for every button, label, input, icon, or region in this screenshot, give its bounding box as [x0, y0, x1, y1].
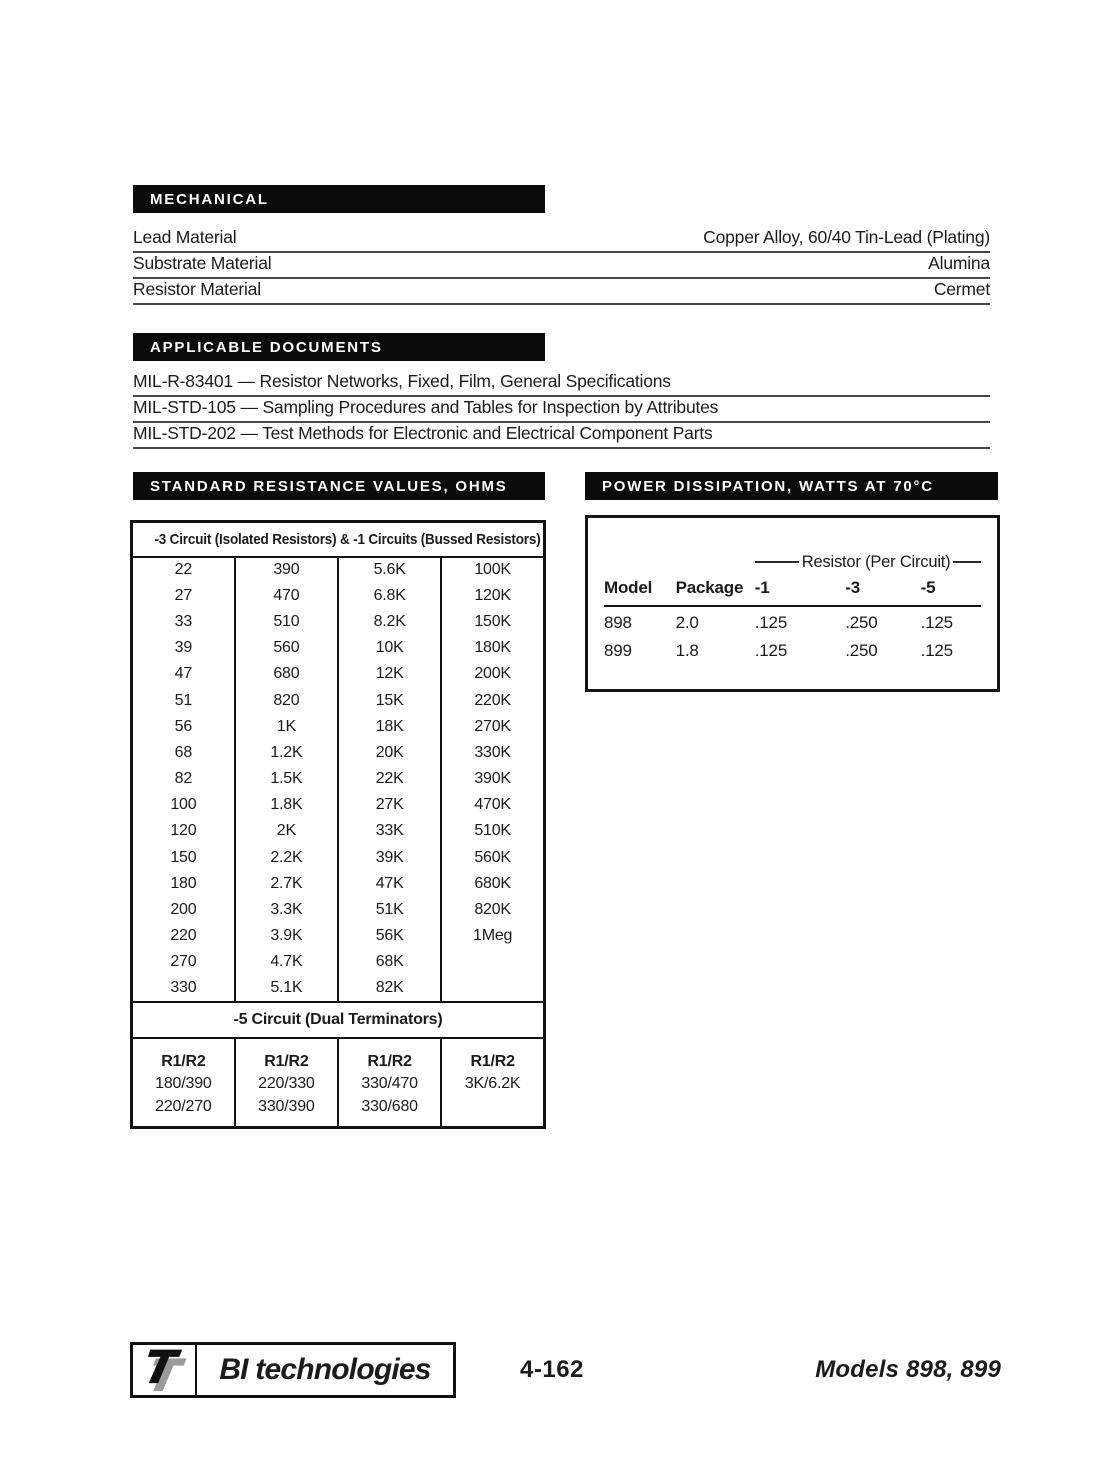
power-dissipation-table [604, 550, 981, 663]
resistance-cell: 27 [132, 583, 235, 609]
table-row [132, 1071, 545, 1098]
resistance-cell: 10K [338, 635, 441, 661]
table-row [132, 976, 545, 1002]
resistance-values-table [130, 520, 546, 1129]
standard-resistance-header-bar [133, 472, 545, 500]
spec-row [133, 253, 990, 279]
spec-label: Lead Material [133, 227, 237, 247]
r1r2-cell: 330/680 [338, 1098, 441, 1128]
group2-header-row [132, 1002, 545, 1038]
resistance-cell: 390 [235, 557, 338, 583]
table-row [132, 871, 545, 897]
document-item-text: MIL-STD-202 — Test Methods for Electronic and Electrical Component Parts [133, 423, 713, 443]
resistance-cell: 1.2K [235, 740, 338, 766]
resistance-cell: 1.5K [235, 766, 338, 792]
dash-line [953, 561, 981, 563]
resistance-cell: 330K [474, 743, 511, 761]
table-row [132, 609, 545, 635]
span-header-row [604, 550, 981, 574]
resistance-cell: 5.1K [235, 976, 338, 1002]
resistance-cell [441, 949, 544, 975]
resistance-cell: 220K [474, 691, 511, 709]
models-label: Models 898, 899 [815, 1356, 1001, 1383]
resistance-cell: 100 [132, 792, 235, 818]
table-row [604, 635, 981, 663]
table-row [132, 766, 545, 792]
r1r2-header-row [132, 1038, 545, 1071]
resistance-cell: 2.7K [235, 871, 338, 897]
resistance-cell: 82K [338, 976, 441, 1002]
r1r2-rows [132, 1071, 545, 1128]
column-header: Model [604, 574, 676, 606]
applicable-documents-section [133, 333, 990, 449]
resistance-cell: 390K [474, 770, 511, 788]
resistance-cell: 33 [132, 609, 235, 635]
dash-line [755, 561, 799, 563]
resistance-cell: 12K [338, 661, 441, 687]
power-cell: 2.0 [675, 613, 699, 632]
resistance-cell: 100K [474, 561, 511, 579]
power-cell: .125 [920, 641, 953, 660]
power-cell: 1.8 [675, 641, 699, 660]
brand-name: BI technologies [219, 1353, 431, 1386]
resistance-cell: 4.7K [235, 949, 338, 975]
resistance-cell: 56 [132, 714, 235, 740]
mechanical-section [133, 185, 990, 305]
resistance-main-rows [132, 557, 545, 1002]
table-row [132, 635, 545, 661]
resistance-cell: 51 [132, 687, 235, 713]
resistance-cell: 20K [338, 740, 441, 766]
resistance-cell: 510 [235, 609, 338, 635]
document-item [133, 423, 990, 449]
spec-row [133, 227, 990, 253]
column-header: -5 [921, 574, 981, 606]
r1r2-cell: 330/390 [235, 1098, 338, 1128]
resistance-cell: 200K [474, 665, 511, 683]
r1r2-header-cell: R1/R2 [338, 1038, 441, 1071]
mechanical-header-bar [133, 185, 545, 213]
spec-value: Copper Alloy, 60/40 Tin-Lead (Plating) [703, 227, 990, 247]
applicable-documents-title: APPLICABLE DOCUMENTS [150, 338, 383, 356]
resistance-cell: 68K [338, 949, 441, 975]
power-dissipation-header-bar [585, 472, 998, 500]
group2-header-cell: -5 Circuit (Dual Terminators) [132, 1002, 545, 1038]
resistance-cell: 180 [132, 871, 235, 897]
resistance-cell: 330 [132, 976, 235, 1002]
table-row [132, 845, 545, 871]
resistance-cell: 560K [474, 848, 511, 866]
resistance-cell: 820 [235, 687, 338, 713]
r1r2-cell: 3K/6.2K [464, 1075, 521, 1093]
resistance-cell: 8.2K [338, 609, 441, 635]
table-row [132, 740, 545, 766]
power-cell: .125 [754, 613, 788, 632]
group1-header-text: -3 Circuit (Isolated Resistors) & -1 Circuits (Bussed Resistors) [154, 530, 541, 548]
power-cell: .125 [920, 613, 953, 632]
resistance-cell: 6.8K [338, 583, 441, 609]
standard-resistance-title: STANDARD RESISTANCE VALUES, OHMS [150, 477, 508, 495]
resistor-per-circuit-header [755, 550, 981, 574]
page-number: 4-162 [520, 1356, 584, 1383]
column-header: -3 [845, 574, 920, 606]
table-row [132, 1098, 545, 1128]
table-row [132, 557, 545, 583]
resistance-cell: 1Meg [473, 927, 513, 945]
column-header: Package [676, 574, 755, 606]
resistance-cell: 27K [338, 792, 441, 818]
resistance-cell: 33K [338, 818, 441, 844]
resistance-cell: 560 [235, 635, 338, 661]
r1r2-header-cell: R1/R2 [470, 1052, 515, 1070]
r1r2-cell: 220/270 [132, 1098, 235, 1128]
resistance-cell: 270K [474, 717, 511, 735]
resistance-cell: 1.8K [235, 792, 338, 818]
resistance-cell: 820K [474, 901, 511, 919]
brand-cell [197, 1345, 453, 1395]
resistance-cell: 3.3K [235, 897, 338, 923]
resistance-cell: 120K [474, 586, 511, 604]
spec-value: Alumina [928, 253, 990, 273]
document-item-text: MIL-R-83401 — Resistor Networks, Fixed, Film, General Specifications [133, 371, 671, 391]
applicable-documents-header-bar [133, 333, 545, 361]
bi-technologies-logo [130, 1342, 456, 1398]
standard-resistance-section [130, 472, 546, 1129]
table-row [132, 583, 545, 609]
resistance-cell: 68 [132, 740, 235, 766]
table-row [132, 687, 545, 713]
power-cell: .125 [754, 641, 788, 660]
resistance-cell: 22K [338, 766, 441, 792]
table-row [132, 792, 545, 818]
resistance-cell: 2K [235, 818, 338, 844]
power-dissipation-section [585, 472, 1000, 692]
resistance-cell: 3.9K [235, 923, 338, 949]
r1r2-cell: 220/330 [235, 1071, 338, 1098]
document-item [133, 397, 990, 423]
r1r2-cell: 180/390 [132, 1071, 235, 1098]
resistance-cell: 51K [338, 897, 441, 923]
group1-header-row [132, 522, 545, 557]
table-row [132, 714, 545, 740]
resistance-cell: 22 [132, 557, 235, 583]
resistance-cell: 220 [132, 923, 235, 949]
resistance-cell: 150 [132, 845, 235, 871]
table-row [132, 818, 545, 844]
table-row [132, 923, 545, 949]
table-row [604, 606, 981, 635]
mechanical-spec-list [133, 227, 990, 305]
power-dissipation-box [585, 515, 1000, 692]
resistance-cell: 200 [132, 897, 235, 923]
page-footer [130, 1342, 1001, 1398]
resistance-cell: 270 [132, 949, 235, 975]
power-dissipation-title: POWER DISSIPATION, WATTS AT 70°C [602, 477, 934, 495]
resistance-cell: 180K [474, 639, 511, 657]
document-item-text: MIL-STD-105 — Sampling Procedures and Tables for Inspection by Attributes [133, 397, 719, 417]
r1r2-header-cell: R1/R2 [132, 1038, 235, 1071]
r1r2-header-cell: R1/R2 [235, 1038, 338, 1071]
resistance-cell: 82 [132, 766, 235, 792]
resistance-cell: 2.2K [235, 845, 338, 871]
power-cell: 898 [604, 613, 632, 632]
resistance-cell: 18K [338, 714, 441, 740]
resistance-cell: 47K [338, 871, 441, 897]
resistance-cell: 15K [338, 687, 441, 713]
group1-header-cell [132, 522, 545, 557]
power-cell: 899 [604, 641, 632, 660]
document-list [133, 371, 990, 449]
resistance-cell: 39 [132, 635, 235, 661]
resistance-cell: 680K [474, 874, 511, 892]
power-cell: .250 [845, 613, 878, 632]
resistance-cell: 510K [474, 822, 511, 840]
resistance-cell: 680 [235, 661, 338, 687]
resistance-cell: 150K [474, 612, 511, 630]
r1r2-cell [441, 1098, 544, 1128]
resistance-cell: 39K [338, 845, 441, 871]
table-row [132, 897, 545, 923]
power-data-rows [604, 606, 981, 663]
span-header-text: Resistor (Per Circuit) [801, 552, 951, 571]
resistance-cell: 5.6K [338, 557, 441, 583]
mechanical-title: MECHANICAL [150, 190, 269, 208]
table-row [132, 661, 545, 687]
table-row [132, 949, 545, 975]
spec-value: Cermet [933, 279, 990, 299]
spec-row [133, 279, 990, 305]
resistance-cell: 470K [474, 796, 511, 814]
resistance-cell: 120 [132, 818, 235, 844]
column-header: -1 [755, 574, 845, 606]
power-columns-row [604, 574, 981, 606]
resistance-cell [441, 976, 544, 1002]
resistance-cell: 1K [235, 714, 338, 740]
r1r2-cell: 330/470 [338, 1071, 441, 1098]
document-item [133, 371, 990, 397]
tt-logo-icon [133, 1345, 197, 1395]
power-cell: .250 [845, 641, 878, 660]
resistance-cell: 56K [338, 923, 441, 949]
resistance-cell: 470 [235, 583, 338, 609]
spec-label: Substrate Material [133, 253, 272, 273]
resistance-cell: 47 [132, 661, 235, 687]
spec-label: Resistor Material [133, 279, 261, 299]
